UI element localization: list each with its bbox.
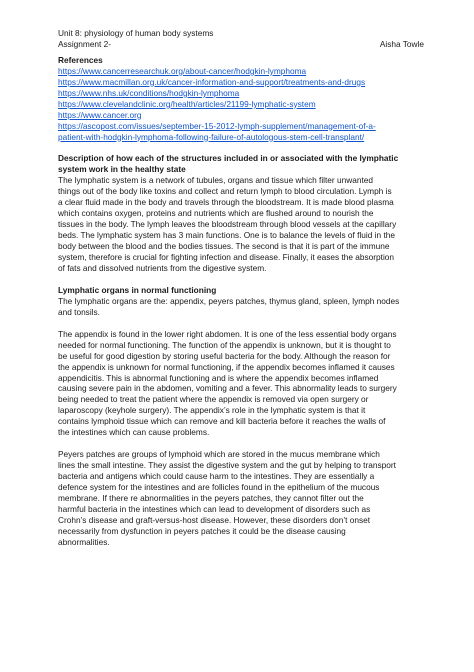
reference-link-cancerresearchuk[interactable]: https://www.cancerresearchuk.org/about-cancer/hodgkin-lymphoma xyxy=(58,65,307,76)
text-line: and tonsils. xyxy=(58,306,100,317)
text-line: laparoscopy (keyhole surgery). The appendix’s role in the lymphatic system is that it xyxy=(58,405,366,416)
lymphatic-organs-intro xyxy=(58,296,424,318)
text-line: the intestines which can cause problems. xyxy=(58,427,210,438)
reference-link-ascopost[interactable]: https://ascopost.com/issues/september-15-2012-lymph-supplement/management-of-a- xyxy=(58,120,376,131)
description-heading: Description of how each of the structures included in or associated with the lymphatic xyxy=(58,153,399,164)
text-line: things out of the body like toxins and collect and return lymph to blood circulation. Lymph is xyxy=(58,186,392,197)
text-line: Crohn’s disease and graft-versus-host disease. However, these disorders don’t onset xyxy=(58,514,371,525)
text-line: defence system for the intestines and are follicles found in the epithelium of the mucous xyxy=(58,482,380,493)
text-line: The lymphatic organs are the: appendix, peyers patches, thymus gland, spleen, lymph nodes xyxy=(58,295,400,306)
text-line: necessarily from dysfunction in peyers patches it could be the disease causing xyxy=(58,525,346,536)
text-line: a clear fluid made in the body and travels through the bloodstream. It is made blood plasma xyxy=(58,197,394,208)
text-line: lines the small intestine. They assist the digestive system and the gut by helping to transport xyxy=(58,460,396,471)
text-line: The lymphatic system is a network of tubules, organs and tissue which filter unwanted xyxy=(58,175,373,186)
text-line: contains lymphoid tissue which can remove and kill bacteria before it reaches the walls of xyxy=(58,416,386,427)
text-line: tissues in the body. The lymph leaves the bloodstream through blood vessels at the capillary xyxy=(58,219,397,230)
description-heading-cont: system work in the healthy state xyxy=(58,164,186,175)
text-line: which contains oxygen, proteins and nutrients which are flushed around to nourish the xyxy=(58,208,374,219)
reference-link-clevelandclinic[interactable]: https://www.clevelandclinic.org/health/articles/21199-lymphatic-system xyxy=(58,98,316,109)
description-paragraph xyxy=(58,175,424,274)
text-line: the appendix is unknown for normal functioning, if the appendix becomes inflamed it causes xyxy=(58,361,395,372)
text-line: of fats and dissolved nutrients from the digestive system. xyxy=(58,263,267,273)
reference-link-macmillan[interactable]: https://www.macmillan.org.uk/cancer-information-and-support/treatments-and-drugs xyxy=(58,76,366,87)
text-line: system, therefore is crucial for fighting infection and disease. Finally, it eases the absorption xyxy=(58,252,395,263)
text-line: Peyers patches are groups of lymphoid which are stored in the mucus membrane which xyxy=(58,449,380,460)
assignment-row xyxy=(58,39,424,50)
references-heading: References xyxy=(58,54,103,65)
author-name: Aisha Towle xyxy=(379,38,424,49)
text-line: needed for normal functioning. The function of the appendix is unknown, but it is thought to xyxy=(58,339,391,350)
text-line: bacteria and antigens which could cause harm to the intestines. They are essentially a xyxy=(58,471,375,482)
reference-link-nhs[interactable]: https://www.nhs.uk/conditions/hodgkin-lymphoma xyxy=(58,87,240,98)
reference-link-ascopost-cont[interactable]: patient-with-hodgkin-lymphoma-following-failure-of-autologous-stem-cell-transplant/ xyxy=(58,131,365,142)
assignment-label: Assignment 2- xyxy=(58,38,112,49)
text-line: The appendix is found in the lower right abdomen. It is one of the less essential body organs xyxy=(58,328,397,339)
text-line: appendicitis. This is abnormal functioning and is where the appendix becomes inflamed xyxy=(58,372,379,383)
text-line: harmful bacteria in the intestines which can lead to development of disorders such as xyxy=(58,503,371,514)
text-line: membrane. If there re abnormalities in the peyers patches, they cannot filter out the xyxy=(58,492,364,503)
unit-title: Unit 8: physiology of human body systems xyxy=(58,28,214,38)
peyers-patches-paragraph xyxy=(58,449,424,548)
document-page xyxy=(58,28,424,548)
text-line: being needed to treat the patient where the appendix is removed via open surgery or xyxy=(58,394,369,405)
appendix-paragraph xyxy=(58,329,424,439)
text-line: abnormalities. xyxy=(58,536,110,547)
reference-link-cancer-org[interactable]: https://www.cancer.org xyxy=(58,109,142,120)
text-line: beds. The lymphatic system has 3 main functions. One is to balance the levels of fluid in the xyxy=(58,230,395,241)
text-line: causing severe pain in the abdomen, vomiting and a fever. This abnormality leads to surgery xyxy=(58,383,397,394)
text-line: be useful for good digestion by storing useful bacteria for the body. Although the reason for xyxy=(58,350,391,361)
text-line: body between the blood and the bodies tissues. The second is that it is part of the immune xyxy=(58,241,390,252)
lymphatic-organs-heading: Lymphatic organs in normal functioning xyxy=(58,284,217,295)
